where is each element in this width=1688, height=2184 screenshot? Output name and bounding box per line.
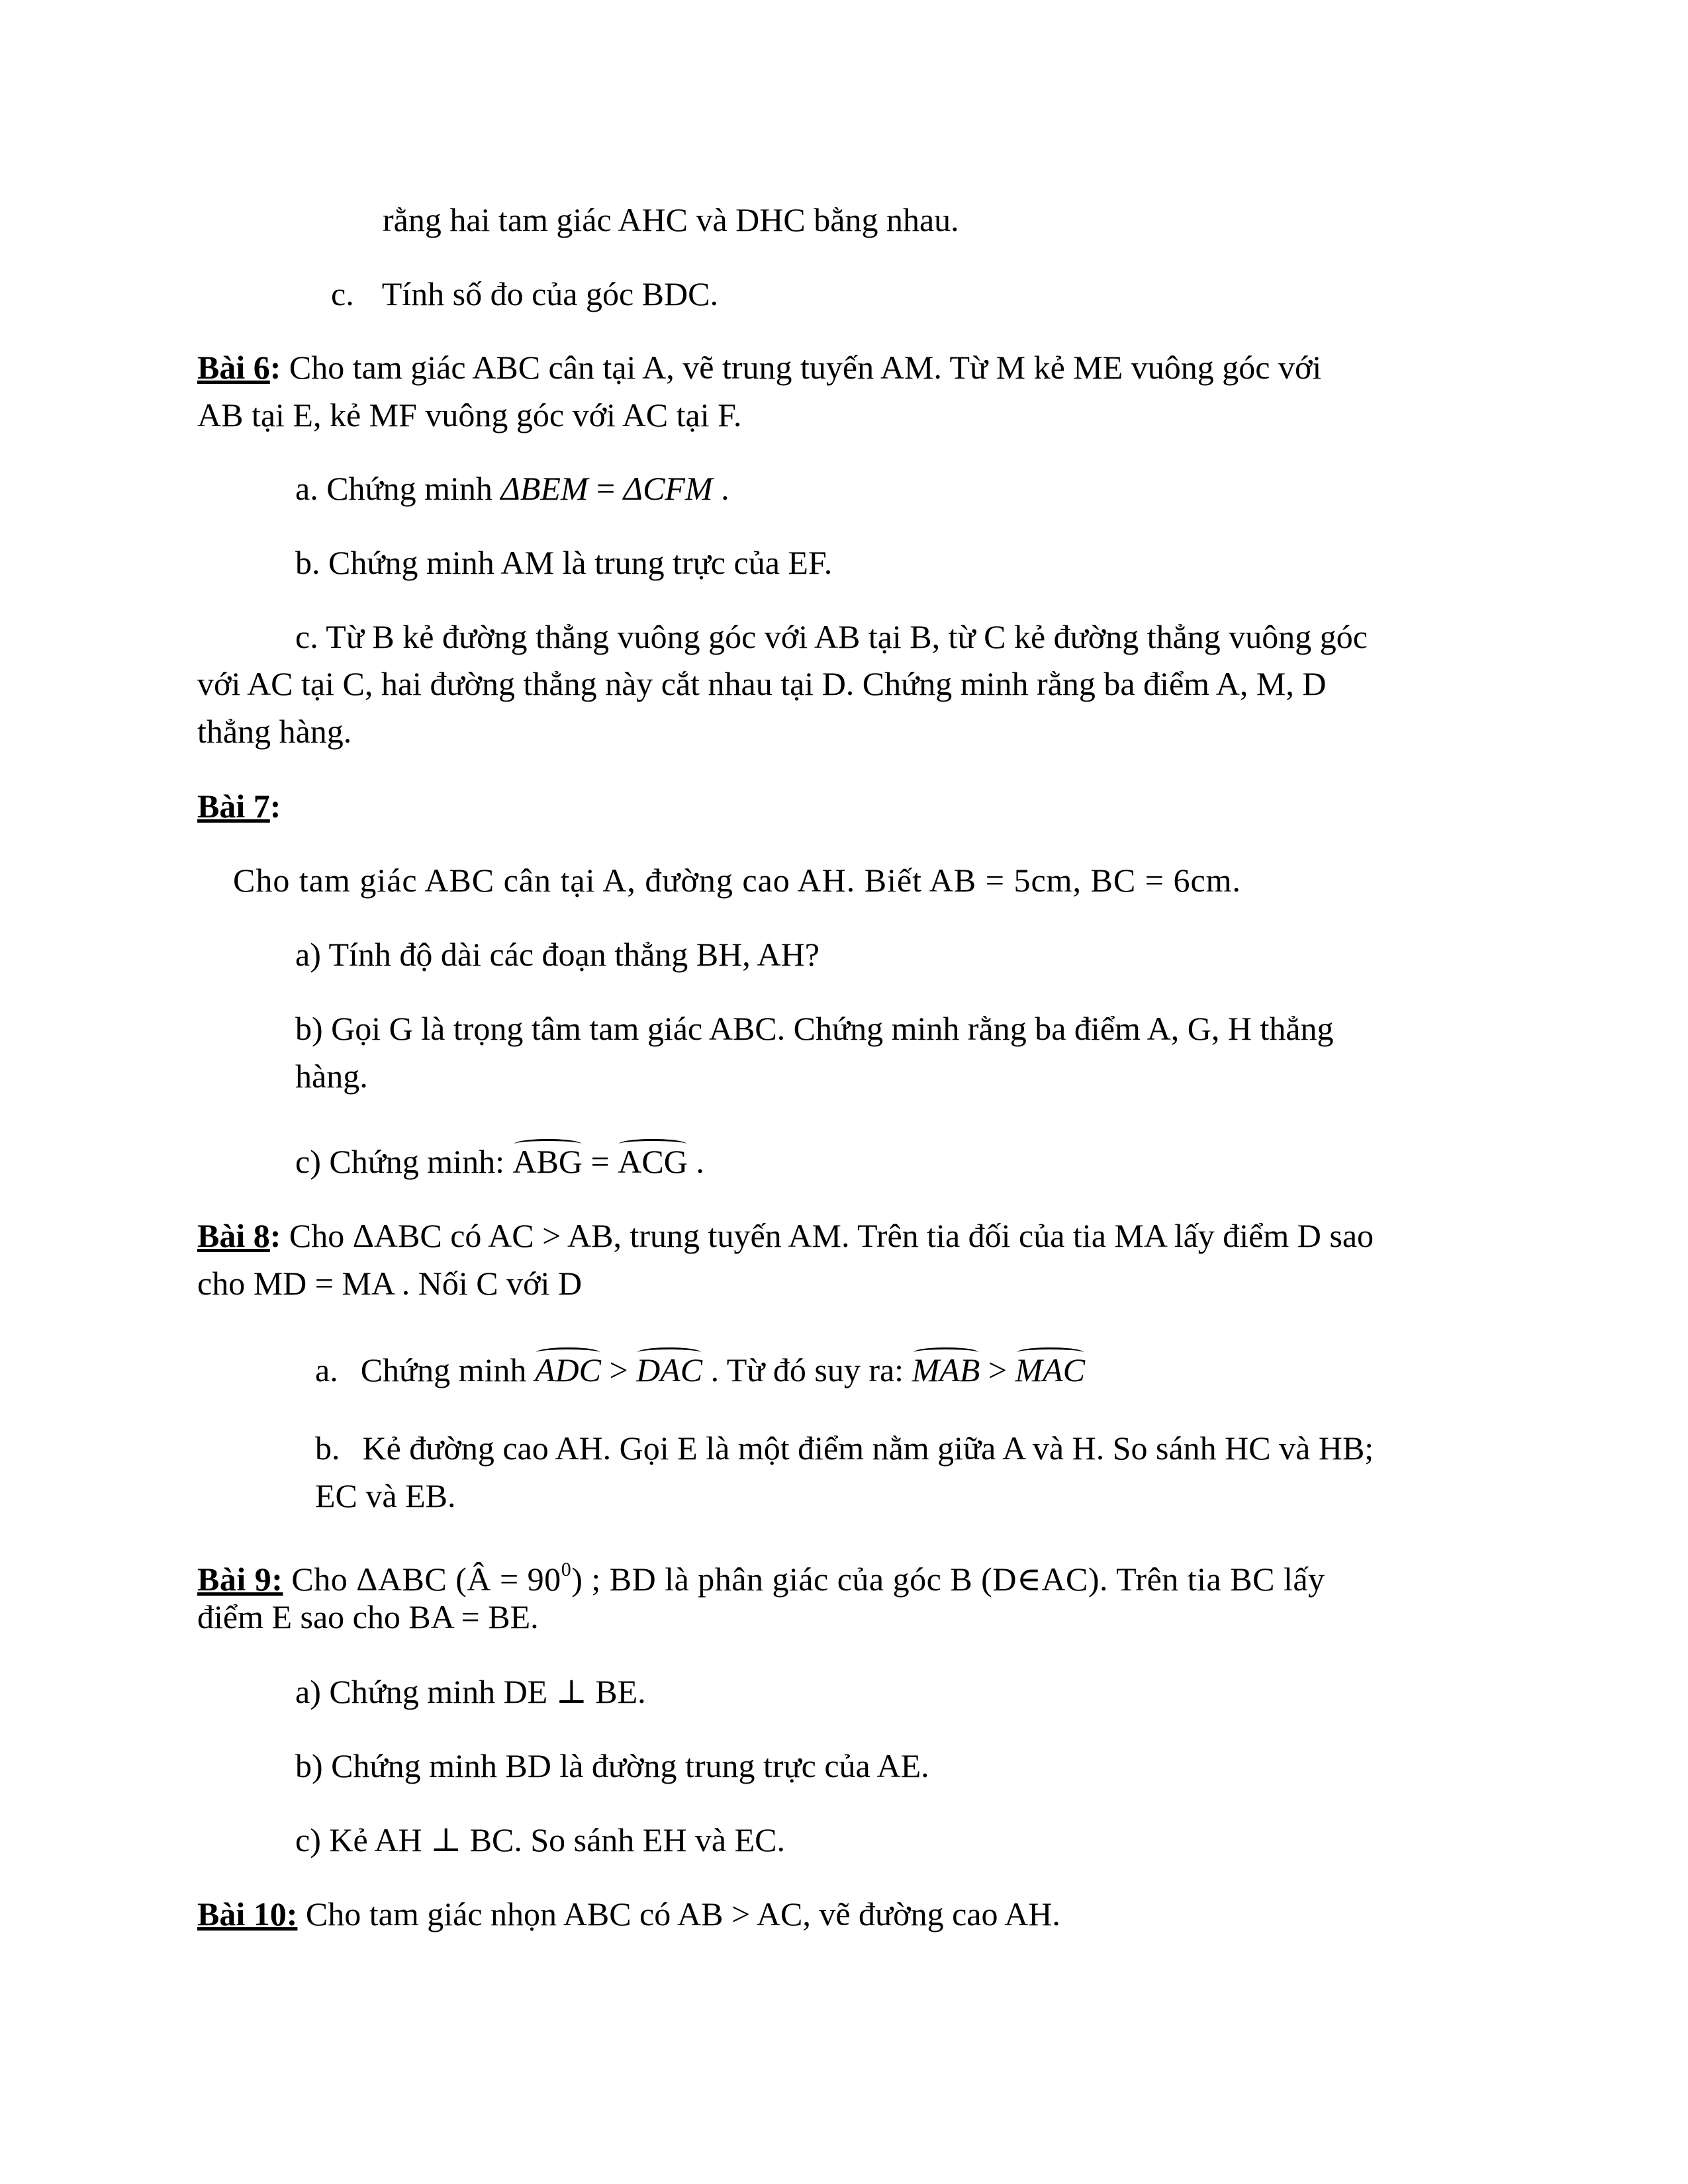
b7-c-end: . [687,1143,704,1180]
b9-label: Bài 9: [197,1561,283,1598]
item-marker: c. [331,275,354,312]
b8-item-b-1 [315,1428,1374,1468]
b7-item-a: a) Tính độ dài các đoạn thẳng BH, AH? [295,936,820,973]
b8-a-pre: Chứng minh [360,1351,535,1388]
b9-text-post: ) ; BD là phân giác của góc B (D∈AC). Trên tia BC lấy [571,1561,1325,1598]
angle-abg: ABG [512,1143,583,1180]
b8-line-2: cho MD = MA . Nối C với D [197,1265,583,1302]
b8-a-gt-1: > [600,1351,637,1388]
b6-item-c-2: với AC tại C, hai đường thẳng này cắt nhau tại D. Chứng minh rằng ba điểm A, M, D [197,665,1327,702]
b10-text: Cho tam giác nhọn ABC có AB > AC, vẽ đường cao AH. [297,1895,1060,1933]
angle-mac: MAC [1015,1351,1086,1388]
b6-line-1 [197,347,1321,387]
b7-heading [197,786,281,826]
b6-a-pre: a. Chứng minh [295,470,501,507]
b9-item-b: b) Chứng minh BD là đường trung trực của AE. [295,1747,929,1784]
b7-item-b-1: b) Gọi G là trọng tâm tam giác ABC. Chứng minh rằng ba điểm A, G, H thẳng [295,1010,1334,1047]
angle-dac: DAC [636,1351,703,1388]
b7-item-c [295,1142,704,1181]
b7-c-eq: = [583,1143,618,1180]
b8-item-b-2: EC và EB. [315,1477,456,1514]
b9-line-1 [197,1550,1325,1599]
b6-a-formula-1: ΔBEM [500,470,588,507]
b6-a-formula-2: ΔCFM [623,470,713,507]
b7-line-1: Cho tam giác ABC cân tại A, đường cao AH. Biết AB = 5cm, BC = 6cm. [233,862,1242,899]
b10-line-1 [197,1894,1060,1934]
b9-item-a: a) Chứng minh DE ⊥ BE. [295,1673,646,1710]
b6-colon: : [269,349,281,386]
b6-a-eq: = [588,470,624,507]
top-line-1: rằng hai tam giác AHC và DHC bằng nhau. [383,201,959,238]
angle-mab: MAB [912,1351,980,1388]
b8-line-1 [197,1216,1374,1255]
b8-item-a [315,1350,1085,1390]
b6-item-c-1: c. Từ B kẻ đường thẳng vuông góc với AB tại B, từ C kẻ đường thẳng vuông góc [295,618,1368,655]
b8-a-gt-2: > [980,1351,1015,1388]
b10-label: Bài 10: [197,1895,298,1933]
b7-item-b-2: hàng. [295,1058,368,1095]
angle-acg: ACG [618,1143,688,1180]
b9-superscript: 0 [561,1559,572,1580]
b6-item-b: b. Chứng minh AM là trung trực của EF. [295,544,833,581]
top-item-c [331,274,718,314]
b6-a-end: . [712,470,729,507]
b8-b-text: Kẻ đường cao AH. Gọi E là một điểm nằm giữa A và H. So sánh HC và HB; [362,1430,1374,1467]
angle-adc: ADC [534,1351,601,1388]
b7-colon: : [269,788,281,825]
b6-line-2: AB tại E, kẻ MF vuông góc với AC tại F. [197,396,742,433]
b9-item-c: c) Kẻ AH ⊥ BC. So sánh EH và EC. [295,1821,786,1858]
b9-text-pre: Cho ΔABC (Â = 90 [283,1561,561,1598]
b8-label: Bài 8 [197,1217,270,1254]
b8-text: Cho ΔABC có AC > AB, trung tuyến AM. Trên tia đối của tia MA lấy điểm D sao [281,1217,1374,1254]
b9-line-2: điểm E sao cho BA = BE. [197,1598,539,1635]
b8-b-mark: b. [315,1430,340,1467]
b7-c-pre: c) Chứng minh: [295,1143,513,1180]
b6-text: Cho tam giác ABC cân tại A, vẽ trung tuyến AM. Từ M kẻ ME vuông góc với [281,349,1322,386]
b7-label: Bài 7 [197,788,270,825]
b6-item-a [295,469,729,508]
b6-label: Bài 6 [197,349,270,386]
b8-colon: : [269,1217,281,1254]
b8-a-mid: . Từ đó suy ra: [702,1351,912,1388]
b6-item-c-3: thẳng hàng. [197,713,352,750]
b8-a-mark: a. [315,1351,338,1388]
item-text: Tính số đo của góc BDC. [381,275,718,312]
